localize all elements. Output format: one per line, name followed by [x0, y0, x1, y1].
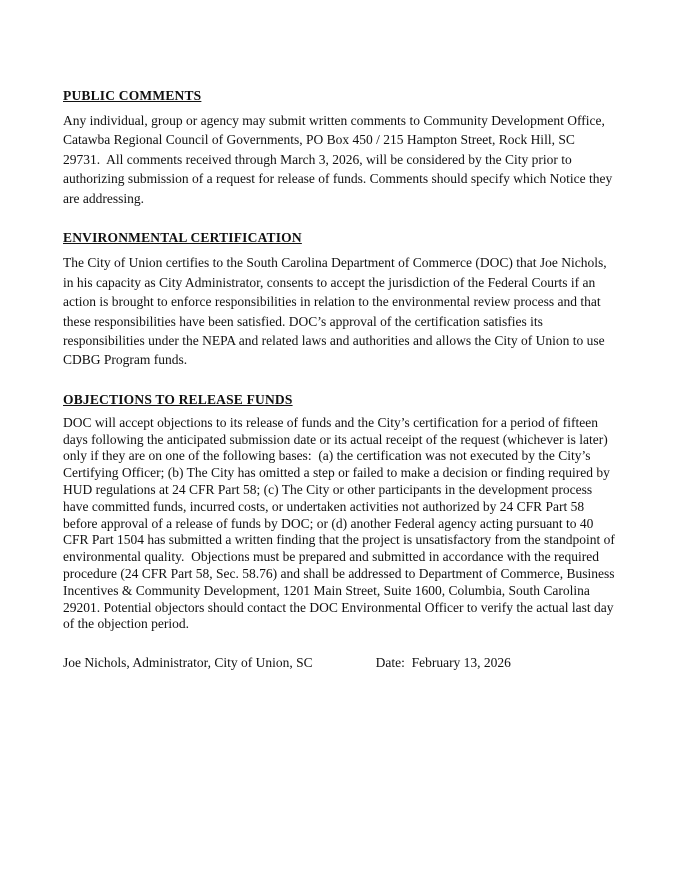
section-environmental-certification [63, 230, 615, 370]
objections-body: DOC will accept objections to its release of funds and the City’s certification for a period of fifteen days following the anticipated submission date or its actual receipt of the request (whichever is later) only if they are on one of the following bases: (a) the certification was not executed by the City’s Certifying Officer; (b) The City has omitted a step or failed to make a decision or finding required by HUD regulations at 24 CFR Part 58; (c) The City or other participants in the development process have committed funds, incurred costs, or undertaken activities not authorized by 24 CFR Part 58 before approval of a release of funds by DOC; or (d) another Federal agency acting pursuant to 40 CFR Part 1504 has submitted a written finding that the project is unsatisfactory from the standpoint of environmental quality. Objections must be prepared and submitted in accordance with the required procedure (24 CFR Part 58, Sec. 58.76) and shall be addressed to Department of Commerce, Business Incentives & Community Development, 1201 Main Street, Suite 1600, Columbia, South Carolina 29201. Potential objectors should contact the DOC Environmental Officer to verify the actual last day of the objection period. [63, 414, 619, 632]
public-comments-body: Any individual, group or agency may submit written comments to Community Development Office, Catawba Regional Council of Governments, PO Box 450 / 215 Hampton Street, Rock Hill, SC 29731. All comments received through March 3, 2026, will be considered by the City prior to authorizing submission of a request for release of funds. Comments should specify which Notice they are addressing. [63, 113, 616, 206]
section-public-comments [63, 88, 615, 208]
signature-row [63, 655, 615, 671]
public-comments-heading: PUBLIC COMMENTS [63, 88, 202, 103]
date-line: Date: February 13, 2026 [375, 655, 511, 671]
environmental-certification-heading: ENVIRONMENTAL CERTIFICATION [63, 230, 302, 246]
signature-line: Joe Nichols, Administrator, City of Union, SC [63, 655, 313, 671]
environmental-certification-body: The City of Union certifies to the South Carolina Department of Commerce (DOC) that Joe Nichols, in his capacity as City Administrator, consents to accept the jurisdiction of the Federal Courts if an action is brought to enforce responsibilities in relation to the environmental review process and that these responsibilities have been satisfied. DOC’s approval of the certification satisfies its responsibilities under the NEPA and related laws and authorities and allows the City of Union to use CDBG Program funds. [63, 255, 611, 368]
section-objections-to-release-funds [63, 391, 619, 633]
objections-heading: OBJECTIONS TO RELEASE FUNDS [63, 391, 293, 407]
